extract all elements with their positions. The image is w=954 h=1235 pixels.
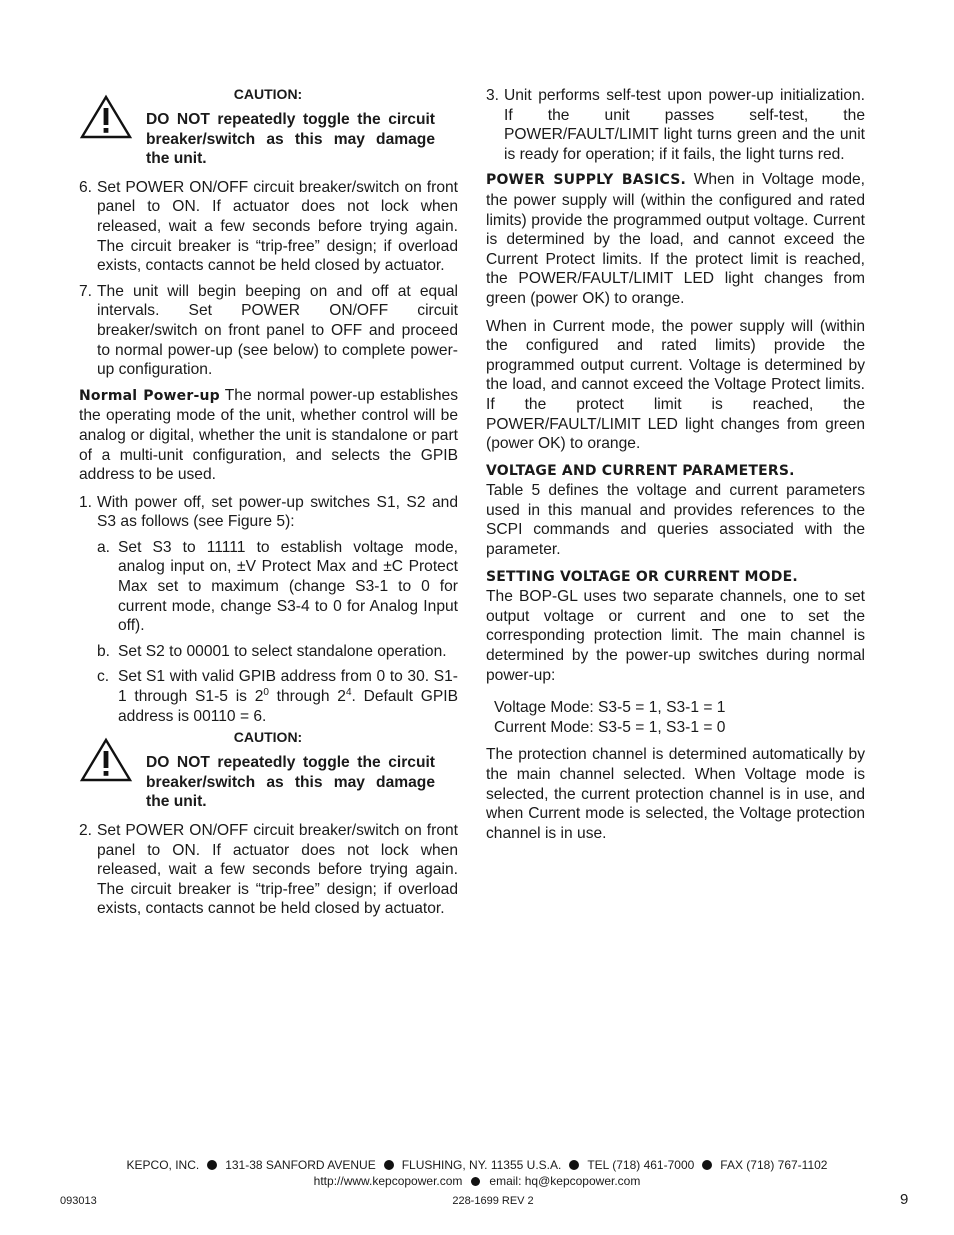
- substep-c: [97, 667, 458, 726]
- substep-text: Set S3 to 11111 to establish voltage mode, analog input on, ±V Protect Max and ±C Protect Max set to maximum (change S3-1 to 0 for current mode, change S3-4 to 0 for Analog Input off).: [118, 538, 458, 635]
- bullet-icon: [569, 1160, 579, 1170]
- document-number: 228-1699 REV 2: [452, 1195, 534, 1207]
- section-heading: Normal Power-up: [79, 387, 220, 404]
- section-heading: POWER SUPPLY BASICS.: [486, 172, 686, 189]
- step-text: Set POWER ON/OFF circuit breaker/switch on front panel to ON. If actuator does not lock when released, wait a few seconds before trying again. The circuit breaker is “trip-free” design; if overload exists, contacts cannot be held closed by actuator.: [97, 178, 458, 275]
- date-code: 093013: [60, 1195, 97, 1207]
- caution-heading: CAUTION:: [233, 729, 303, 746]
- telephone: TEL (718) 461-7000: [587, 1158, 695, 1172]
- exponent: 0: [263, 687, 269, 699]
- step-text: Unit performs self-test upon power-up initialization. If the unit passes self-test, the POWER/FAULT/LIMIT light turns green and the unit is ready for operation; if it fails, the light turns red.: [504, 87, 865, 163]
- normal-powerup-paragraph: [79, 386, 458, 485]
- caution-text: DO NOT repeatedly toggle the circuit breaker/switch as this may damage the unit.: [146, 111, 435, 168]
- voltage-current-parameters-heading: VOLTAGE AND CURRENT PARAMETERS.: [486, 462, 795, 479]
- step-3: [486, 86, 865, 164]
- step-1: [79, 493, 458, 532]
- step-number: 2.: [79, 822, 93, 839]
- fax: FAX (718) 767-1102: [720, 1158, 828, 1172]
- setting-mode-paragraph: The BOP-GL uses two separate channels, one to set output voltage or current and one to set the corresponding protection limit. The main channel is determined by the power-up switches during normal power-up:: [486, 588, 865, 684]
- exponent: 4: [345, 687, 352, 699]
- setting-mode-heading: SETTING VOLTAGE OR CURRENT MODE.: [486, 568, 798, 585]
- bullet-icon: [702, 1160, 712, 1170]
- caution-text: DO NOT repeatedly toggle the circuit breaker/switch as this may damage the unit.: [146, 754, 435, 811]
- caution-block-2: [79, 727, 458, 812]
- footer-contact: [0, 1174, 954, 1188]
- step-number: 7.: [79, 282, 93, 300]
- substep-b: [97, 642, 458, 662]
- step-6: [79, 178, 458, 276]
- company-name: KEPCO, INC.: [126, 1158, 200, 1172]
- paragraph-text: The normal power-up establishes the operating mode of the unit, whether control will be analog or digital, whether the unit is standalone or part of a multi-unit configuration, and selects the GPIB address to be used.: [79, 386, 458, 484]
- step-number: 6.: [79, 178, 93, 196]
- step-text: The unit will begin beeping on and off at equal intervals. Set POWER ON/OFF circuit breaker/switch on front panel to OFF and proceed to normal power-up (see below) to complete power-up configuration.: [97, 282, 458, 379]
- bullet-icon: [471, 1177, 480, 1186]
- email-link[interactable]: email: hq@kepcopower.com: [489, 1174, 641, 1188]
- caution-heading: CAUTION:: [233, 86, 303, 102]
- substep-letter: b.: [97, 642, 111, 660]
- city-address: FLUSHING, NY. 11355 U.S.A.: [401, 1158, 562, 1172]
- protection-channel-paragraph: The protection channel is determined automatically by the main channel selected. When Voltage mode is selected, the current protection channel is in use, and when Current mode is selected, the Voltage protection channel is in use.: [486, 746, 865, 842]
- page-number: 9: [900, 1191, 909, 1208]
- warning-icon: [79, 737, 133, 783]
- substep-text: Set S1 with valid GPIB address from 0 to 30. S1-1 through S1-5 is $2^0$ through $2^4$. Default GPIB address is 00110 = 6.: [118, 668, 459, 725]
- left-column: [79, 84, 458, 919]
- voltage-mode-setting: Voltage Mode: S3-5 = 1, S3-1 = 1: [494, 699, 726, 717]
- substep-letter: a.: [97, 538, 111, 556]
- substep-letter: c.: [97, 668, 110, 686]
- power-supply-basics-paragraph: [486, 170, 865, 308]
- current-mode-setting: Current Mode: S3-5 = 1, S3-1 = 0: [494, 718, 726, 736]
- step-7: [79, 282, 458, 380]
- caution-block-1: [79, 84, 458, 169]
- bullet-icon: [384, 1160, 394, 1170]
- substep-a: [97, 538, 458, 636]
- right-column: [486, 84, 865, 843]
- step-number: 3.: [486, 87, 500, 104]
- warning-icon: [79, 94, 133, 140]
- step-2: [79, 821, 458, 919]
- substep-text: Set S2 to 00001 to select standalone operation.: [118, 642, 447, 660]
- website-link[interactable]: http://www.kepcopower.com: [313, 1174, 463, 1188]
- bullet-icon: [207, 1160, 217, 1170]
- step-text: With power off, set power-up switches S1, S2 and S3 as follows (see Figure 5):: [97, 493, 458, 531]
- parameters-paragraph: Table 5 defines the voltage and current parameters used in this manual and provides references to the SCPI commands and queries associated with the parameter.: [486, 482, 865, 559]
- step-text: Set POWER ON/OFF circuit breaker/switch on front panel to ON. If actuator does not lock when released, wait a few seconds before trying again. The circuit breaker is “trip-free” design; if overload exists, contacts cannot be held closed by actuator.: [97, 822, 458, 918]
- street-address: 131-38 SANFORD AVENUE: [225, 1158, 376, 1172]
- step-number: 1.: [79, 493, 93, 511]
- footer-address: [0, 1158, 954, 1172]
- paragraph-text: When in Voltage mode, the power supply will (within the configured and rated limits) provide the programmed output voltage. Current is determined by the load, and cannot exceed the Current Protect limits. If the protect limit is reached, the POWER/FAULT/LIMIT LED light changes from green (power OK) to orange.: [486, 171, 865, 307]
- current-mode-paragraph: When in Current mode, the power supply will (within the configured and rated limits) provide the programmed output current. Voltage is determined by the load, and cannot exceed the Voltage Protect limits. If the protect limit is reached, the POWER/FAULT/LIMIT LED light changes from green (power OK) to orange.: [486, 317, 865, 453]
